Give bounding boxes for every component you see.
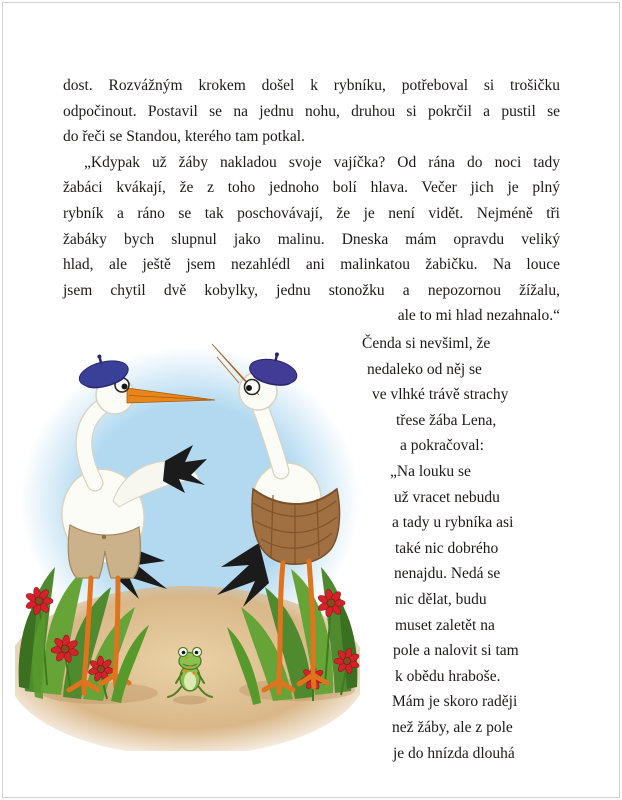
illustration-and-column	[15, 331, 560, 766]
text-line: žabáci kvákají, že z toho jednoho bolí hlava. Večer jich je plný	[63, 179, 560, 197]
text-line: Mám je skoro raději	[392, 693, 518, 711]
text-line: „Kdypak už žáby nakladou svoje vajíčka? Od rána do noci tady	[84, 153, 560, 171]
left-stork-shorts-button	[102, 535, 106, 539]
text-line: je do hnízda dlouhá	[393, 744, 515, 762]
text-line: dost. Rozvážným krokem došel k rybníku, potřeboval si trošičku	[63, 77, 560, 94]
text-line: jsem chytil dvě kobylky, jednu stonožku a nepozornou žížalu,	[63, 281, 560, 299]
text-line: nenajdu. Nedá se	[394, 565, 501, 583]
right-stork-pupil	[246, 385, 252, 391]
text-line: do řeči se Standou, kterého tam potkal.	[63, 128, 305, 146]
storks-illustration	[15, 331, 360, 751]
text-line: třese žába Lena,	[396, 411, 497, 429]
book-page	[2, 2, 620, 798]
text-line: Čenda si nevšiml, že	[362, 335, 491, 352]
shadow-frog	[173, 696, 207, 705]
text-line: pole a nalovit si tam	[393, 642, 519, 660]
text-line: hlad, ale ještě jsem nezahlédl ani malinkatou žabičku. Na louce	[63, 256, 560, 274]
text-line: k obědu hraboše.	[395, 667, 501, 685]
text-line: ve vlhké trávě strachy	[372, 386, 509, 404]
story-column	[360, 331, 560, 766]
text-line: ale to mi hlad nezahnalo.“	[397, 307, 560, 325]
left-stork-pupil	[122, 384, 128, 390]
text-line: nedaleko od něj se	[367, 360, 482, 378]
text-line: a tady u rybníka asi	[392, 514, 514, 532]
text-line: také nic dobrého	[395, 539, 499, 557]
text-line: než žáby, ale z pole	[392, 718, 513, 736]
story-text	[63, 73, 560, 329]
text-line: „Na louku se	[390, 462, 471, 480]
text-line: nic dělat, budu	[395, 590, 487, 608]
text-line: žabáky bych slupnul jako malinu. Dneska mám opravdu veliký	[63, 230, 560, 248]
frog-belly	[184, 672, 196, 690]
text-line: rybník a ráno se tak poschovávají, že je není vidět. Nejméně tři	[63, 204, 560, 222]
storks-illustration-svg	[15, 331, 360, 751]
text-line: odpočinout. Postavil se na jednu nohu, druhou si pokrčil a pustil se	[63, 102, 560, 120]
text-line: už vracet nebudu	[394, 488, 500, 506]
text-line: a pokračoval:	[400, 437, 484, 455]
text-line: muset zaletět na	[395, 616, 495, 634]
